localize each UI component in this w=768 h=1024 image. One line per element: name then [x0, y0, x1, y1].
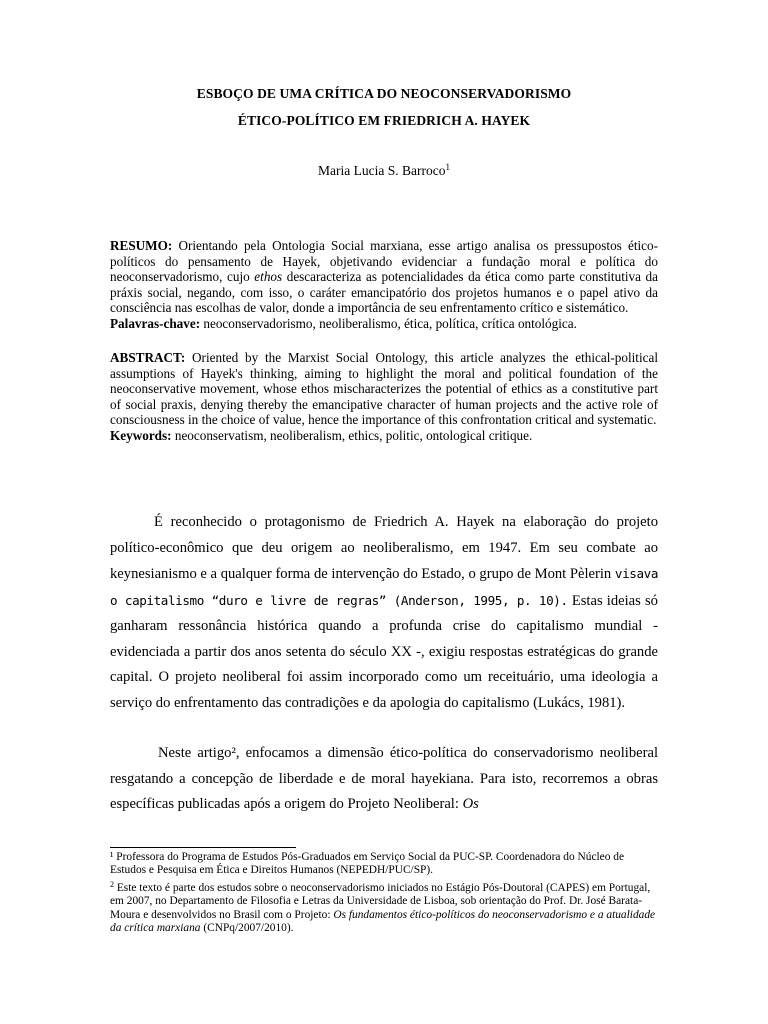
footnote-2-italic: Os fundamentos ético-políticos do neoconservadorismo e a atualidade da crítica marxiana: [110, 908, 656, 935]
footnote-1: [110, 851, 658, 878]
footnote-1-mark: ¹: [110, 851, 114, 863]
resumo-text-1: Orientando pela Ontologia Social marxiana, esse artigo analisa os pressupostos ético-políticos do pensamento de Hayek, objetivando evidenciar a fundação moral e política do neoconservadorismo, cujo: [110, 238, 658, 284]
resumo-keywords-label: Palavras-chave:: [110, 315, 201, 331]
footnote-2-end: (CNPq/2007/2010).: [200, 922, 294, 935]
author-footnote-mark[interactable]: 1: [445, 162, 450, 172]
p1-citation-run: visava o capitalismo “duro e livre de regras” (Anderson, 1995, p. 10).: [110, 566, 658, 608]
footnotes-section: [110, 851, 658, 935]
author-line: [0, 162, 768, 179]
title-line-2: ÉTICO-POLÍTICO EM FRIEDRICH A. HAYEK: [237, 113, 531, 128]
title-line-1: ESBOÇO DE UMA CRÍTICA DO NEOCONSERVADORISMO: [196, 86, 572, 101]
footnote-1-text: Professora do Programa de Estudos Pós-Graduados em Serviço Social da PUC-SP. Coordenadora do Núcleo de Estudos e Pesquisa em Ética e Direitos Humanos (NEPEDH/PUC/SP).: [110, 851, 625, 877]
abstract-label: ABSTRACT:: [110, 350, 186, 365]
resumo-label: RESUMO:: [110, 238, 173, 253]
body-paragraph-1: [110, 510, 658, 716]
p2-start: Neste artigo: [158, 745, 232, 761]
resumo-text-2: descaracteriza as potencialidades da ética como parte constitutiva da práxis social, negando, com isso, o caráter emancipatório dos projetos humanos e o papel ativo da consciência nas escolhas de valor, donde a importância de seu enfrentamento crítico e sistemático.: [110, 269, 658, 315]
author-name: Maria Lucia S. Barroco: [318, 163, 446, 178]
p1-text-b: Estas ideias só ganharam ressonância histórica quando a profunda crise do capitalismo mundial - evidenciada a partir dos anos setenta do século XX -, exigiu respostas estratégicas do grande capital. O projeto neoliberal foi assim incorporado como um receituário, uma ideologia a serviço do enfrentamento das contradições e da apologia do capitalismo (Lukács, 1981).: [110, 592, 658, 711]
footnote-2-mark: 2: [110, 879, 114, 889]
footnote-2-text: Este texto é parte dos estudos sobre o neoconservadorismo iniciados no Estágio Pós-Doutoral (CAPES) em Portugal, em 2007, no Departamento de Filosofia e Letras da Universidade de Lisboa, sob orientação do Prof. Dr. José Barata-Moura e desenvolvidos no Brasil com o Projeto:: [110, 881, 651, 921]
footnote-divider: [110, 847, 296, 848]
resumo-section: [110, 238, 658, 331]
resumo-keywords: neoconservadorismo, neoliberalismo, ética, política, crítica ontológica.: [200, 315, 577, 331]
abstract-keywords: neoconservatism, neoliberalism, ethics, politic, ontological critique.: [171, 427, 533, 443]
abstract-keywords-label: Keywords:: [110, 427, 172, 443]
abstract-section: [110, 350, 658, 443]
p2-italic-end: Os: [462, 796, 479, 812]
p1-text-a: É reconhecido o protagonismo de Friedrich A. Hayek na elaboração do projeto político-econômico que deu origem ao neoliberalismo, em 1947. Em seu combate ao keynesianismo e a qualquer forma de intervenção do Estado, o grupo de Mont Pèlerin: [110, 514, 658, 582]
footnote-2: [110, 878, 658, 936]
resumo-ethos: ethos: [254, 269, 283, 284]
body-paragraph-2: [110, 741, 658, 818]
p2-text: , enfocamos a dimensão ético-política do conservadorismo neoliberal resgatando a concepção de liberdade e de moral hayekiana. Para isto, recorremos a obras específicas publicadas após a origem do Projeto Neoliberal:: [110, 745, 658, 812]
p2-footnote-mark[interactable]: ²: [231, 745, 236, 761]
abstract-text: Oriented by the Marxist Social Ontology, this article analyzes the ethical-political assumptions of Hayek's thinking, aiming to highlight the moral and political foundation of the neoconservative movement, whose ethos mischaracterizes the potential of ethics as a constitutive part of social praxis, denying thereby the emancipative character of human projects and the active role of consciousness in the choice of value, hence the importance of this confrontation critical and systematic.: [110, 350, 658, 427]
